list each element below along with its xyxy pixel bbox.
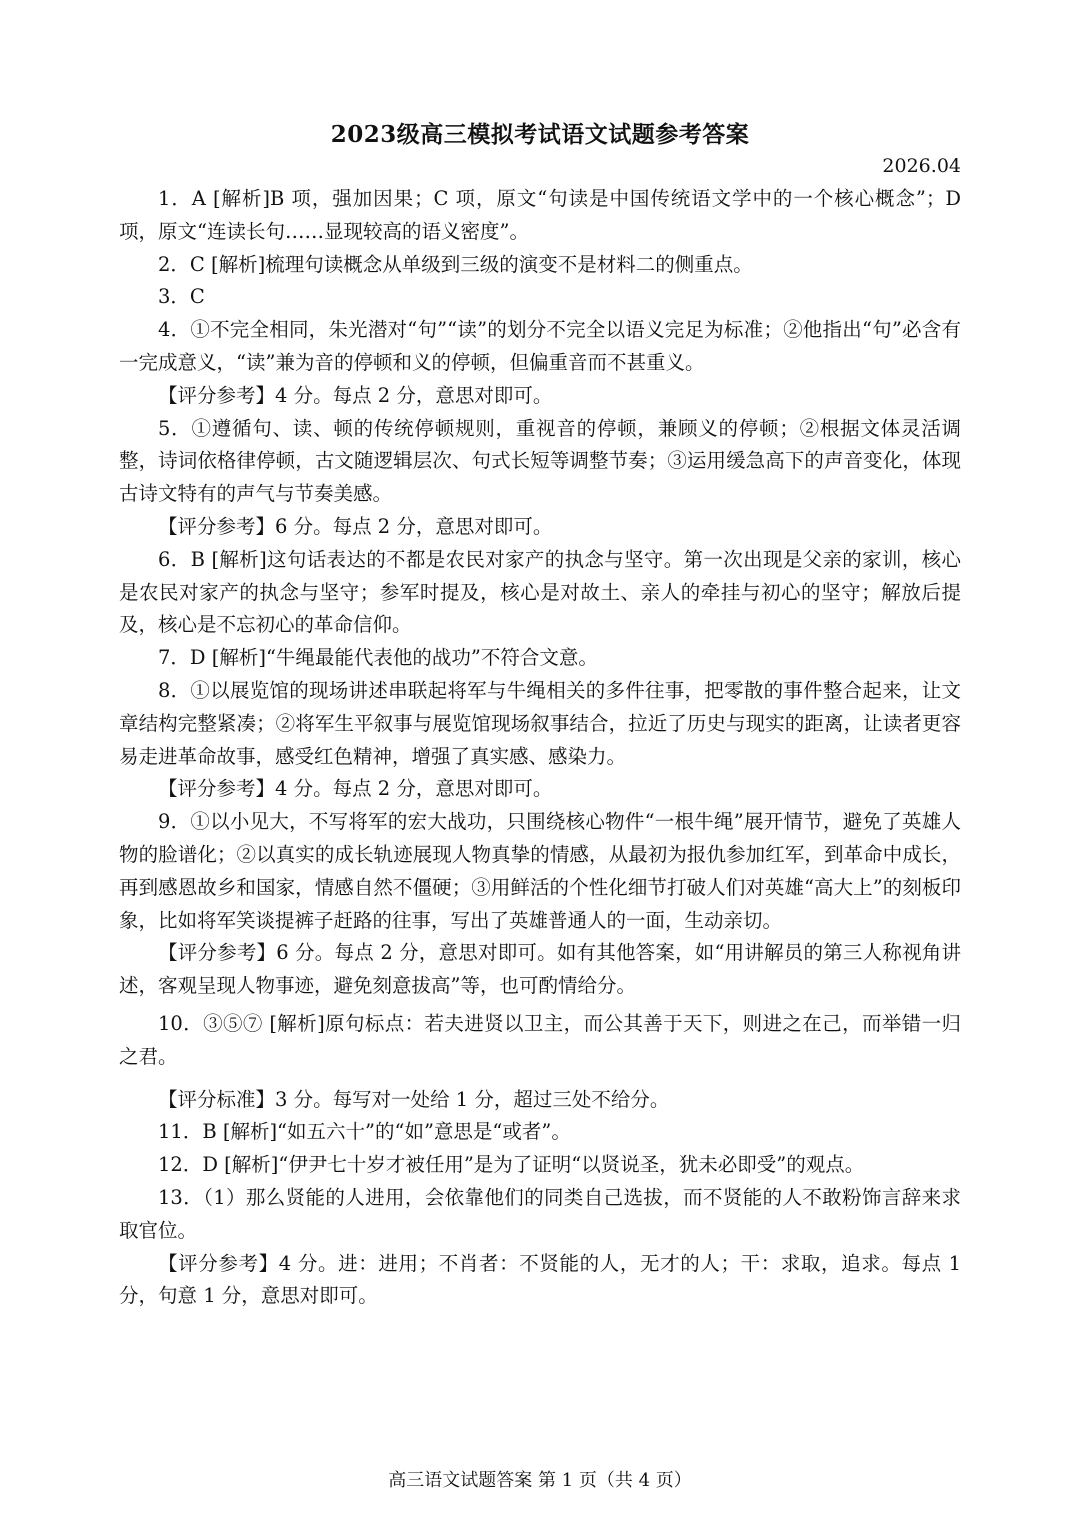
answer-4: 4．①不完全相同，朱光潜对“句”“读”的划分不完全以语义完足为标准；②他指出“句”必含有一完成意义，“读”兼为音的停顿和义的停顿，但偏重音而不甚重义。 [119, 318, 961, 374]
answer-1: 1．A [解析]B 项，强加因果；C 项，原文“句读是中国传统语文学中的一个核心概念”；D 项，原文“连读长句……显现较高的语义密度”。 [119, 187, 961, 243]
answer-13: 13．（1）那么贤能的人进用，会依靠他们的同类自己选拔，而不贤能的人不敢粉饰言辞来求取官位。 [119, 1185, 961, 1242]
answer-body [119, 183, 961, 1313]
document-date: 2026.04 [882, 155, 961, 177]
answer-2: 2．C [解析]梳理句读概念从单级到三级的演变不是材料二的侧重点。 [158, 252, 753, 276]
answer-6: 6．B [解析]这句话表达的不都是农民对家产的执念与坚守。第一次出现是父亲的家训，核心是农民对家产的执念与坚守；参军时提及，核心是对故土、亲人的牵挂与初心的坚守；解放后提及，核心是不忘初心的革命信仰。 [119, 547, 961, 637]
answer-12: 12．D [解析]“伊尹七十岁才被任用”是为了证明“以贤说圣，犹未必即受”的观点。 [158, 1153, 865, 1177]
page-footer: 高三语文试题答案 第 1 页（共 4 页） [388, 1470, 692, 1491]
answer-10: 10．③⑤⑦ [解析]原句标点：若夫进贤以卫主，而公其善于天下，则进之在己，而举错一归之君。 [119, 1011, 961, 1068]
answer-8: 8．①以展览馆的现场讲述串联起将军与牛绳相关的多件往事，把零散的事件整合起来，让文章结构完整紧凑；②将军生平叙事与展览馆现场叙事结合，拉近了历史与现实的距离，让读者更容易走进革命故事，感受红色精神，增强了真实感、感染力。 [119, 678, 961, 768]
scoring-note-10: 【评分标准】3 分。每写对一处给 1 分，超过三处不给分。 [158, 1087, 670, 1111]
answer-11: 11．B [解析]“如五六十”的“如”意思是“或者”。 [158, 1120, 571, 1144]
document-title: 2023级高三模拟考试语文试题参考答案 [330, 121, 750, 148]
answer-5: 5．①遵循句、读、顿的传统停顿规则，重视音的停顿，兼顾义的停顿；②根据文体灵活调整，诗词依格律停顿，古文随逻辑层次、句式长短等调整节奏；③运用缓急高下的声音变化，体现古诗文特有的声气与节奏美感。 [119, 416, 961, 506]
answer-7: 7．D [解析]“牛绳最能代表他的战功”不符合文意。 [158, 646, 598, 670]
answer-3: 3．C [158, 285, 205, 309]
scoring-note-13: 【评分参考】4 分。进：进用；不肖者：不贤能的人，无才的人；干：求取，追求。每点 1 分，句意 1 分，意思对即可。 [119, 1251, 961, 1308]
scoring-note-9: 【评分参考】6 分。每点 2 分，意思对即可。如有其他答案，如“用讲解员的第三人称视角讲述，客观呈现人物事迹，避免刻意拔高”等，也可酌情给分。 [119, 941, 961, 998]
answer-9: 9．①以小见大，不写将军的宏大战功，只围绕核心物件“一根牛绳”展开情节，避免了英雄人物的脸谱化；②以真实的成长轨迹展现人物真挚的情感，从最初为报仇参加红军，到革命中成长，再到感恩故乡和国家，情感自然不僵硬；③用鲜活的个性化细节打破人们对英雄“高大上”的刻板印象，比如将军笑谈提裤子赶路的往事，写出了英雄普通人的一面，生动亲切。 [119, 810, 961, 932]
scoring-note-8: 【评分参考】4 分。每点 2 分，意思对即可。 [158, 777, 553, 801]
scoring-note-5: 【评分参考】6 分。每点 2 分，意思对即可。 [158, 514, 553, 538]
scoring-note-4: 【评分参考】4 分。每点 2 分，意思对即可。 [158, 383, 553, 407]
